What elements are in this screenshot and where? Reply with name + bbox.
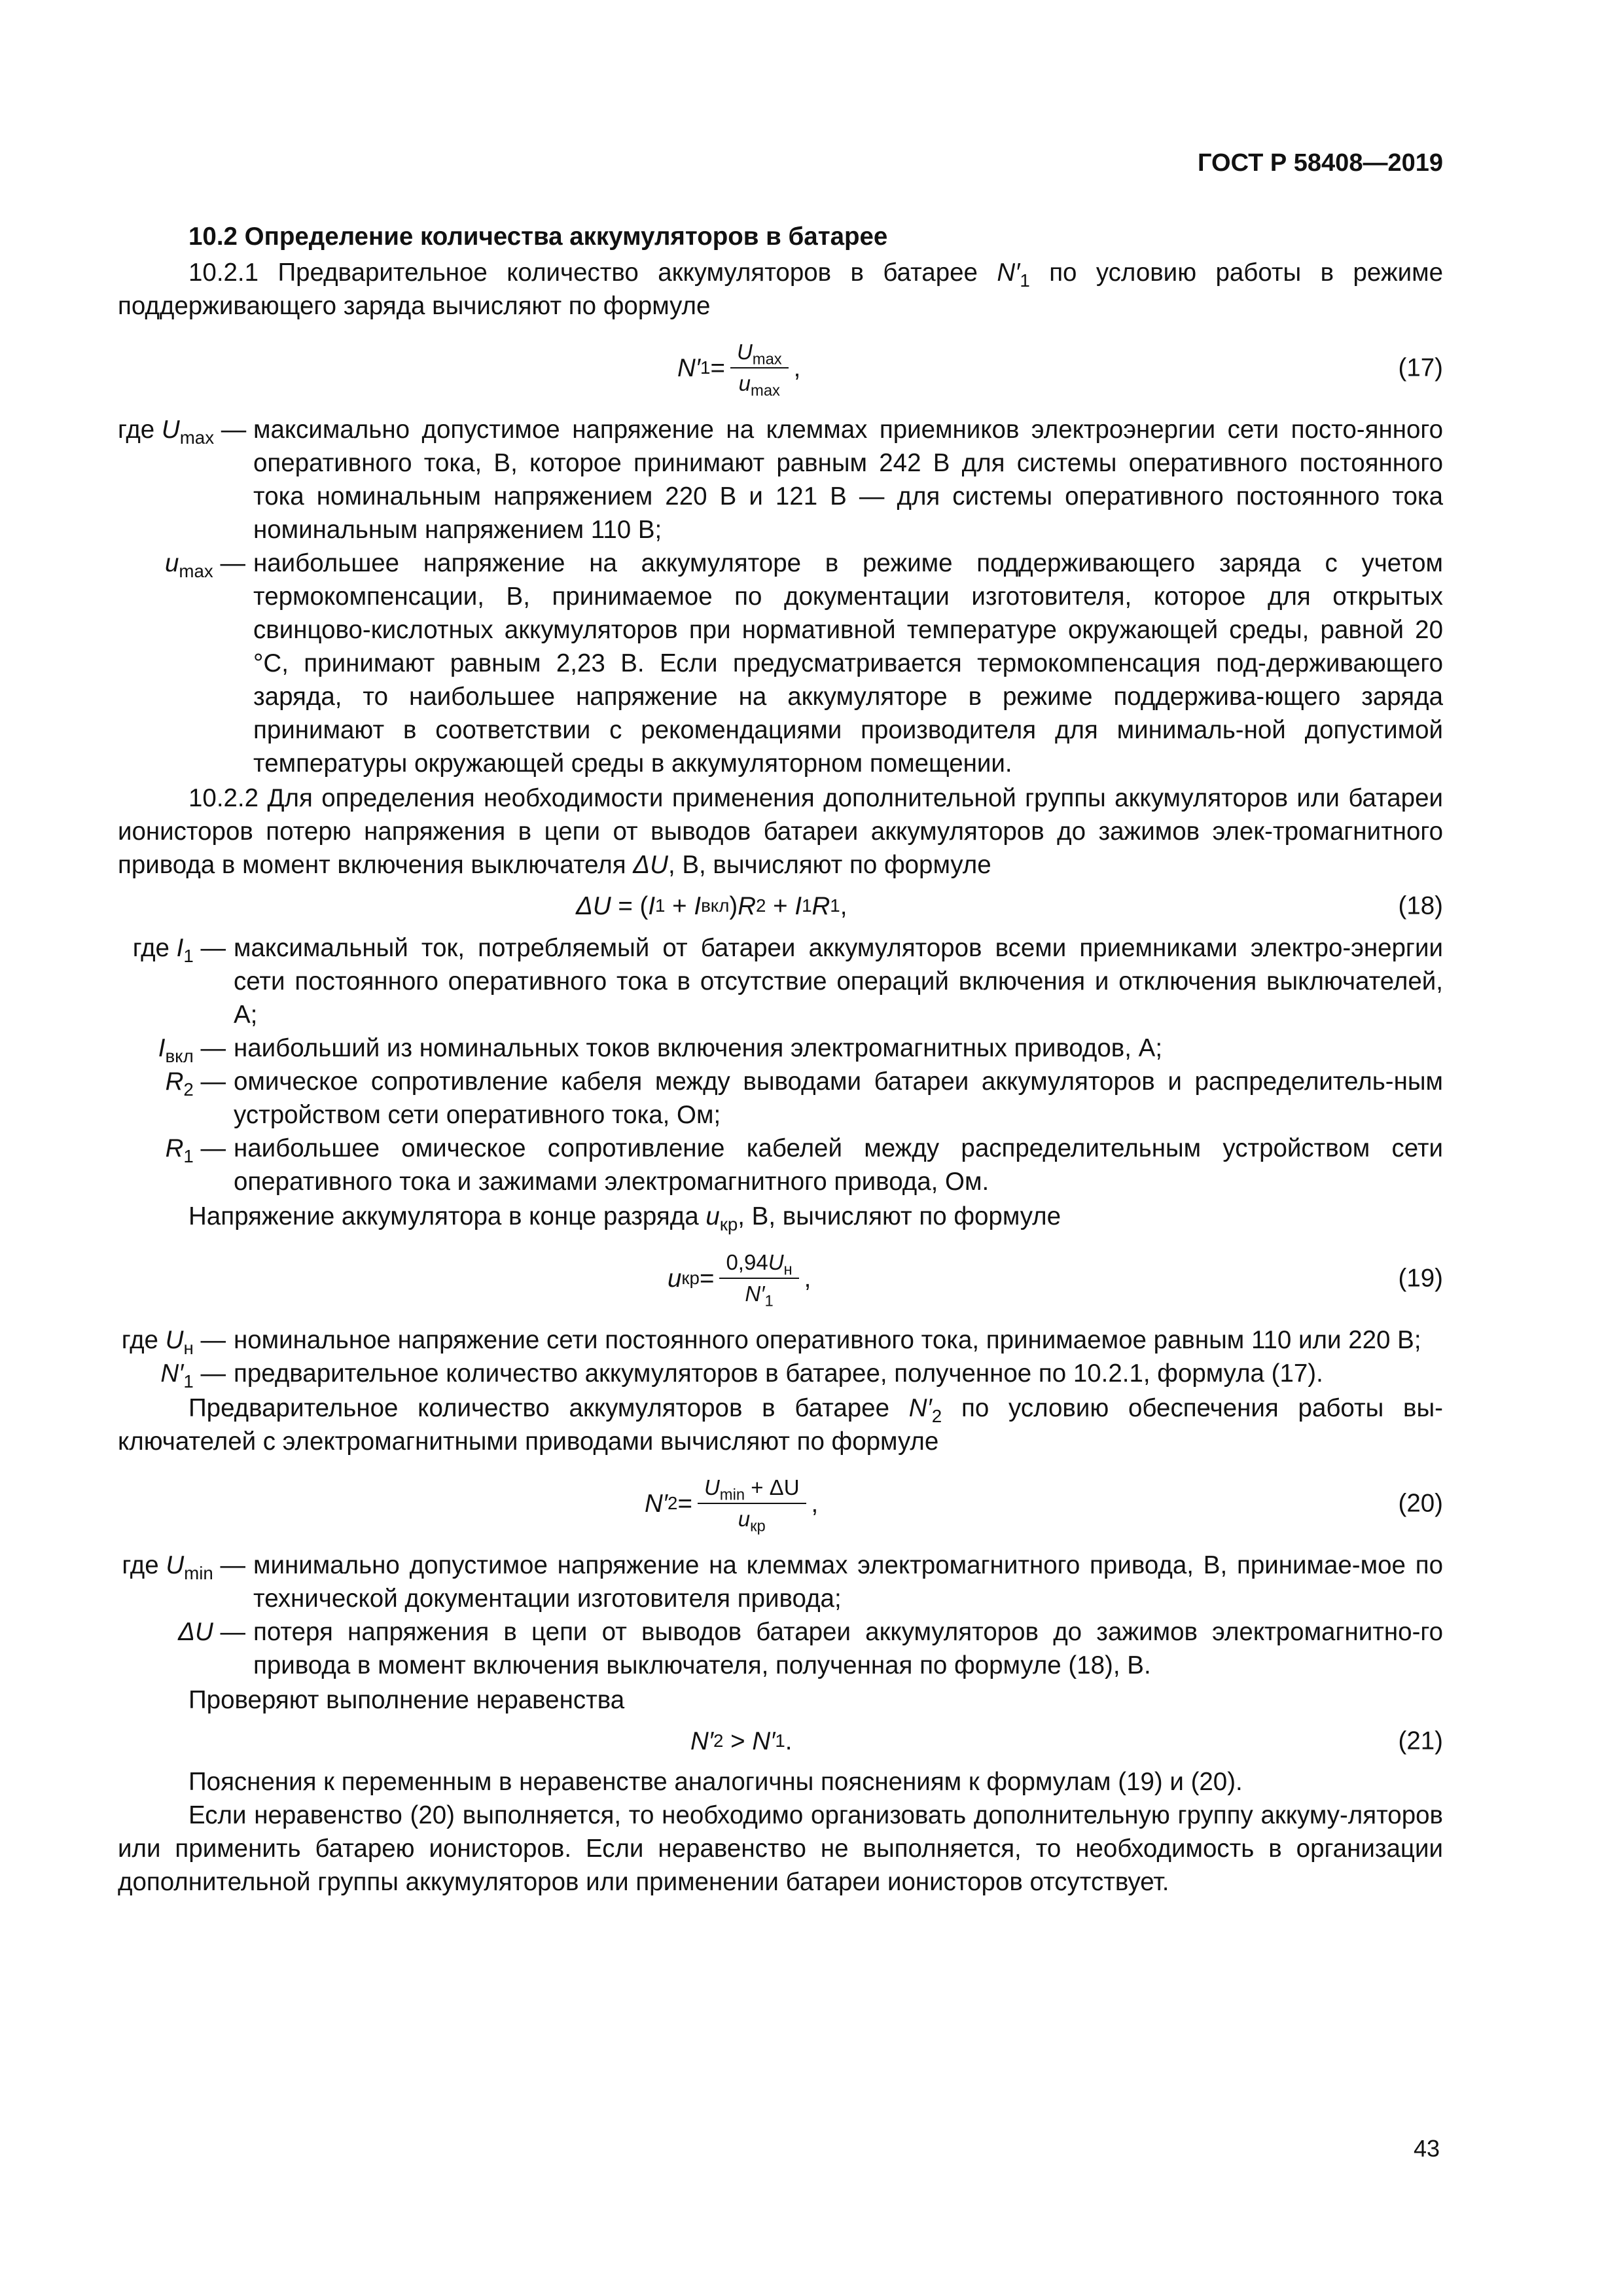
equation-number: (17) [1398,353,1443,382]
variable: N′ [752,1727,776,1755]
paragraph-n2 [118,1391,1443,1458]
denominator [738,1279,779,1308]
definition-item [118,1132,1443,1198]
definition-symbol [118,1615,245,1649]
definition-symbol [118,1065,226,1098]
paragraph-text: , В, вычисляют по формуле [668,851,991,879]
paragraph-text: Напряжение аккумулятора в конце разряда [188,1202,706,1230]
variable: N′ [677,353,701,382]
paragraph-10-2-1 [118,256,1443,323]
definition-item [118,1549,1443,1615]
variable: R [165,1134,184,1162]
definition-item [118,1615,1443,1682]
punctuation: , [793,353,801,382]
variable-subscript: н [183,1337,194,1358]
punctuation: , [840,891,847,920]
variable: ΔU [633,851,668,879]
variable-subscript: 1 [183,1145,194,1166]
fraction [698,1474,806,1533]
paragraph-text: 10.2.2 Для определения необходимости применения дополнительной группы аккумуляторов или батареи ионисторов потерю напряжения в цепи от выводов батареи аккумуляторов до зажимов элек-тромагнитного привода в момент включения выключателя [118,784,1443,879]
definition-text: омическое сопротивление кабеля между выводами батареи аккумуляторов и распределитель-ным устройством сети оперативного тока, Ом; [234,1067,1443,1129]
variable: U [768,1250,784,1274]
definition-text: максимально допустимое напряжение на клеммах приемников электроэнергии сети посто-янного оперативного тока, В, которое принимают равным 242 В для системы оперативного постоянного тока номинальным напряжением 220 В и 121 В — для системы оперативного постоянного тока номинальным напряжением 110 В; [253,416,1443,544]
formula-body: N′ 1 = $\frac{U_{max}}{u_{max}}$ , [677,340,801,400]
denominator [732,368,787,400]
fraction [730,338,789,400]
variable: I [694,891,702,920]
equation-number: (20) [1398,1489,1443,1518]
paragraph-note: Пояснения к переменным в неравенстве аналогичны пояснениям к формулам (19) и (20). [188,1768,1243,1796]
formula-body: N′ 2 = $\frac{U_{min} + \Delta U}{u_{кр}}$ , [645,1475,819,1535]
variable: I [648,891,656,920]
definitions-20 [118,1549,1443,1682]
document-code: ГОСТ Р 58408—2019 [1198,149,1443,177]
em-dash: — [193,934,226,962]
variable: N′ [160,1359,184,1388]
formula-19 [118,1238,1443,1318]
variable: u [165,549,179,577]
variable-subscript: min [719,1486,745,1504]
definition-text: предварительное количество аккумуляторов в батарее, полученное по 10.2.1, формула (17). [234,1359,1323,1388]
em-dash: — [193,1034,226,1062]
definition-symbol [118,1549,245,1582]
variable: u [668,1264,682,1293]
definition-text: минимально допустимое напряжение на клеммах электромагнитного привода, В, принимае-мое по технической документации изготовителя привода; [253,1551,1443,1613]
denominator [732,1504,772,1533]
variable: u [705,1202,720,1230]
variable: N′ [645,1489,668,1518]
variable: N′ [745,1282,765,1306]
variable-subscript: max [752,350,782,368]
page-content [118,220,1443,1899]
em-dash: — [213,549,245,577]
variable: I [176,934,184,962]
fraction [719,1249,798,1308]
variable: I [794,891,802,920]
paragraph-text: по условию работы в режиме поддерживающего заряда вычисляют по формуле [118,259,1443,320]
em-dash: — [213,1551,245,1579]
variable-subscript: кр [750,1517,766,1535]
formula-20 [118,1463,1443,1543]
variable-subscript: max [751,382,780,400]
definition-symbol [118,1031,226,1065]
em-dash: — [214,416,247,444]
paragraph-text: по условию обеспечения работы вы-ключателей с электромагнитными приводами вычисляют по формуле [118,1394,1443,1456]
formula-17 [118,328,1443,408]
variable-subscript: 1 [183,1371,194,1391]
variable: I [158,1034,166,1062]
variable: u [738,1507,751,1531]
definition-prefix: где [118,416,162,444]
formula-body: ΔU = ( I 1 + I вкл ) R 2 + I 1 R 1 , [576,884,847,927]
equals-sign: = [677,1489,692,1518]
variable-subscript: н [783,1261,793,1279]
em-dash: — [193,1359,226,1388]
definition-text: наибольшее напряжение на аккумуляторе в режиме поддерживающего заряда с учетом термокомпенсации, В, принимаемое по документации изготовителя, которое для открытых свинцово-кислотных аккумуляторов при нормативной температуре окружающей среды, равной 20 °С, принимают равным 2,23 В. Если предусматривается термокомпенсация под-держивающего заряда, то наибольшее напряжение на аккумуляторе в режиме поддержива-ющего заряда принимают в соответствии с рекомендациями производителя для минималь-ной допустимой температуры окружающей среды в аккумуляторном помещении. [253,549,1443,778]
definition-text: наибольшее омическое сопротивление кабелей между распределительным устройством сети оперативного тока и зажимами электромагнитного привода, Ом. [234,1134,1443,1196]
numerator [698,1474,806,1504]
paragraph-text: 10.2.1 Предварительное количество аккумуляторов в батарее [188,259,997,287]
em-dash: — [193,1134,226,1162]
paragraph-check: Проверяют выполнение неравенства [188,1686,625,1714]
definition-prefix: где [122,1551,166,1579]
paragraph-conclusion: Если неравенство (20) выполняется, то необходимо организовать дополнительную группу аккуму-ляторов или применить батарею ионисторов. Если неравенство не выполняется, то необходимость в организации дополнительной группы аккумуляторов или применении батареи ионисторов отсутствует. [118,1801,1443,1896]
parenthesis: ) [729,891,738,920]
equals-sign: = ( [611,891,649,920]
formula-body: u кр = $\frac{0,94U_н}{N'_1}$ , [668,1250,812,1310]
greater-than-sign: > [723,1727,753,1755]
definition-item [118,1357,1443,1390]
definition-symbol [118,547,245,580]
variable-subscript: max [179,427,215,448]
variable-subscript: min [184,1562,213,1583]
variable-subscript: 2 [931,1405,942,1426]
numerator [730,338,789,368]
formula-21 [118,1719,1443,1763]
variable: N′ [690,1727,714,1755]
definition-item [118,1323,1443,1357]
definitions-17 [118,413,1443,780]
punctuation: , [804,1264,812,1293]
punctuation: , [811,1489,819,1518]
em-dash: — [213,1618,245,1646]
variable-subscript: max [179,560,213,581]
variable: N′ [997,259,1020,287]
equals-sign: = [699,1264,715,1293]
formula-body: N′ 2 > N′ 1 . [690,1719,793,1763]
definition-text: наибольший из номинальных токов включения электромагнитных приводов, А; [234,1034,1163,1062]
numerator [719,1249,798,1279]
definition-symbol [118,1323,226,1357]
definition-symbol [118,931,226,965]
variable-subscript: кр [719,1213,738,1234]
paragraph-voltage [118,1200,1443,1233]
definitions-19 [118,1323,1443,1390]
variable: R [738,891,757,920]
definition-prefix: где [132,934,177,962]
equals-sign: = [710,353,725,382]
formula-18 [118,884,1443,927]
numerator-tail: + ΔU [745,1475,800,1499]
paragraph-text: , В, вычисляют по формуле [738,1202,1061,1230]
definition-text: максимальный ток, потребляемый от батареи аккумуляторов всеми приемниками электро-энергии сети постоянного оперативного тока в отсутствие операций включения и отключения выключателей, А; [234,934,1443,1029]
definitions-18 [118,931,1443,1198]
variable: R [812,891,830,920]
variable-subscript: 1 [764,1292,774,1310]
definition-text: потеря напряжения в цепи от выводов батареи аккумуляторов до зажимов электромагнитно-го привода в момент включения выключателя, полученная по формуле (18), В. [253,1618,1443,1679]
variable: U [166,1551,185,1579]
definition-text: номинальное напряжение сети постоянного оперативного тока, принимаемое равным 110 или 220 В; [234,1326,1421,1354]
equation-number: (19) [1398,1264,1443,1293]
variable: R [165,1067,184,1096]
definition-item [118,547,1443,780]
equation-number: (21) [1398,1727,1443,1755]
paragraph-10-2-2 [118,781,1443,882]
variable-subscript: 1 [183,945,194,966]
paragraph-text: Предварительное количество аккумуляторов в батарее [188,1394,909,1422]
variable: U [161,416,180,444]
em-dash: — [193,1326,226,1354]
variable: N′ [908,1394,932,1422]
variable-subscript: 2 [183,1079,194,1100]
variable: U [736,340,753,364]
plus-sign: + [665,891,694,920]
equation-number: (18) [1398,891,1443,920]
definition-item [118,413,1443,547]
variable-subscript: 1 [1020,270,1030,291]
definition-item [118,931,1443,1031]
variable: ΔU [576,891,611,920]
page-number: 43 [1413,2135,1440,2162]
plus-sign: + [766,891,795,920]
section-heading: 10.2 Определение количества аккумуляторов в батарее [188,223,888,251]
definition-prefix: где [121,1326,166,1354]
definition-symbol [118,1357,226,1390]
definition-symbol [118,1132,226,1165]
definition-item [118,1065,1443,1132]
coefficient: 0,94 [726,1250,768,1274]
variable: ΔU [178,1618,213,1646]
punctuation: . [785,1727,793,1755]
variable-subscript: вкл [165,1045,194,1066]
em-dash: — [193,1067,226,1096]
variable: U [704,1475,720,1499]
variable: U [165,1326,184,1354]
variable: u [738,371,751,395]
definition-item [118,1031,1443,1065]
definition-symbol [118,413,245,446]
